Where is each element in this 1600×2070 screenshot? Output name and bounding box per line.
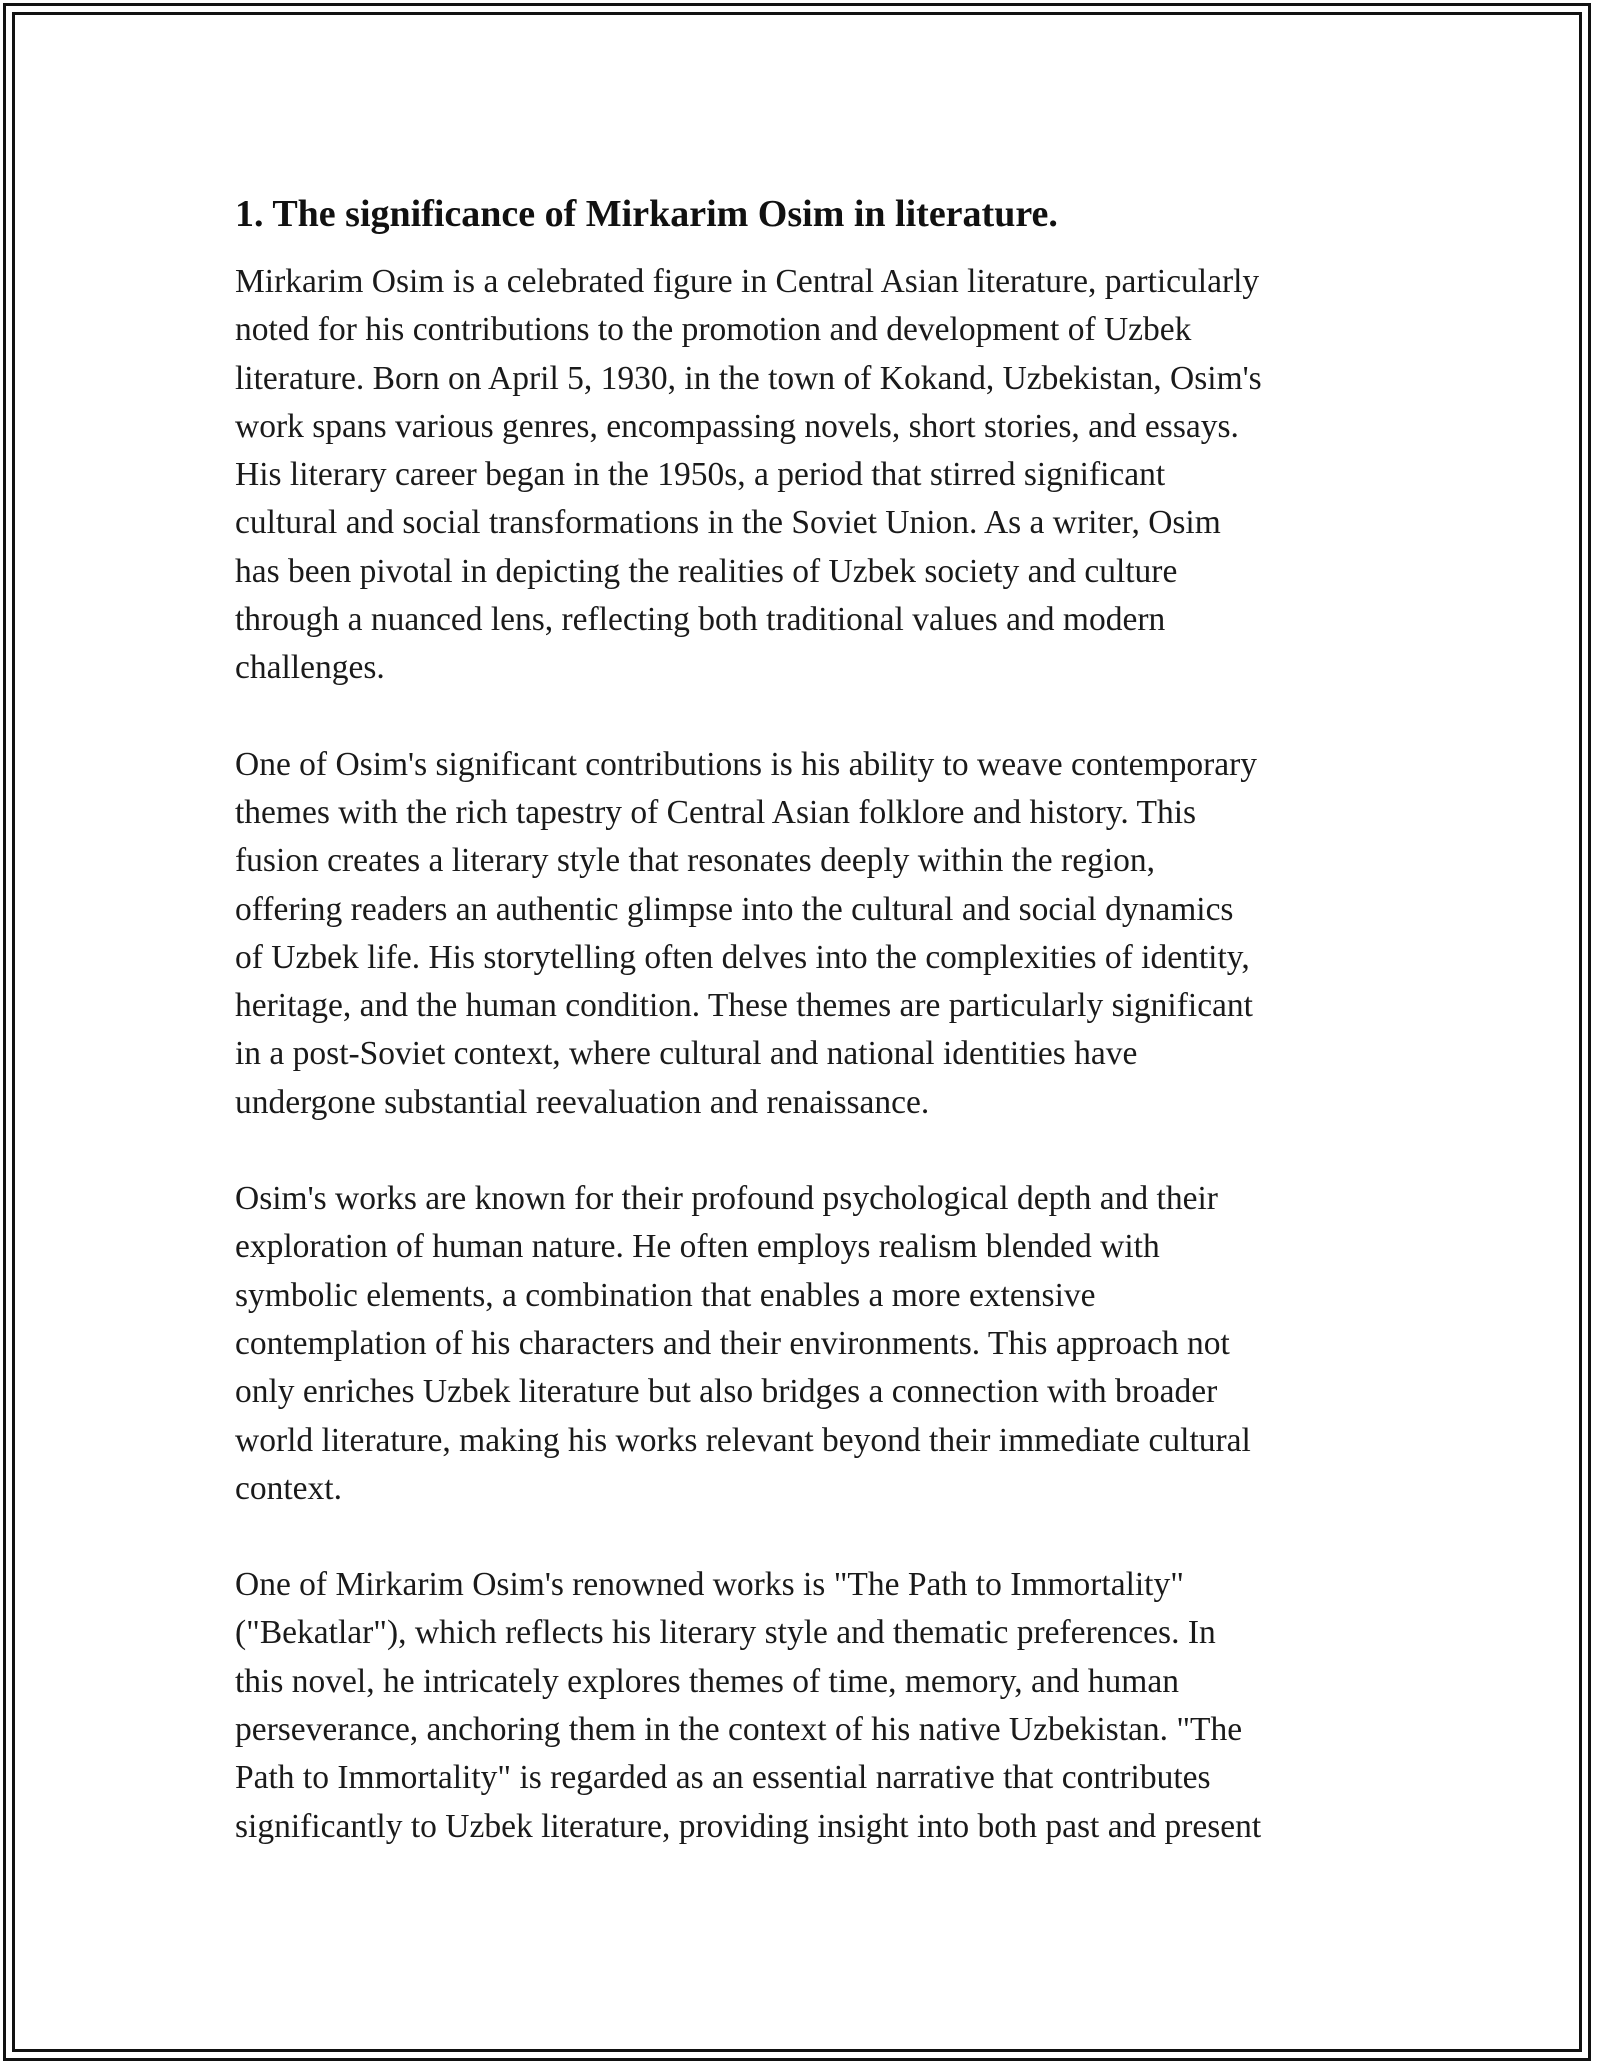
paragraph-2: One of Osim's significant contributions is his ability to weave contemporary themes with the rich tapestry of Central Asian folklore and history. This fusion creates a literary style that resonates deeply within the region, offering readers an authentic glimpse into the cultural and social dynamics of Uzbek life. His storytelling often delves into the complexities of identity, heritage, and the human condition. These themes are particularly significant in a post-Soviet context, where cultural and national identities have undergone substantial reevaluation and renaissance.	[235, 745, 1258, 1121]
paragraph-3: Osim's works are known for their profound psychological depth and their exploration of human nature. He often employs realism blended with symbolic elements, a combination that enables a more extensive contemplation of his characters and their environments. This approach not only enriches Uzbek literature but also bridges a connection with broader world literature, making his works relevant beyond their immediate cultural context.	[235, 1180, 1251, 1507]
paragraph-1: Mirkarim Osim is a celebrated figure in Central Asian literature, particularly noted for his contributions to the promotion and development of Uzbek literature. Born on April 5, 1930, in the town of Kokand, Uzbekistan, Osim's work spans various genres, encompassing novels, short stories, and essays. His literary career began in the 1950s, a period that stirred significant cultural and social transformations in the Soviet Union. As a writer, Osim has been pivotal in depicting the realities of Uzbek society and culture through a nuanced lens, reflecting both traditional values and modern challenges.	[235, 263, 1262, 687]
paragraph-4: One of Mirkarim Osim's renowned works is "The Path to Immortality" ("Bekatlar"), which reflects his literary style and thematic preferences. In this novel, he intricately explores themes of time, memory, and human perseverance, anchoring them in the context of his native Uzbekistan. "The Path to Immortality" is regarded as an essential narrative that contributes significantly to Uzbek literature, providing insight into both past and present	[235, 1566, 1262, 1845]
document-body	[235, 190, 1385, 1851]
section-heading: 1. The significance of Mirkarim Osim in literature.	[235, 193, 1058, 235]
